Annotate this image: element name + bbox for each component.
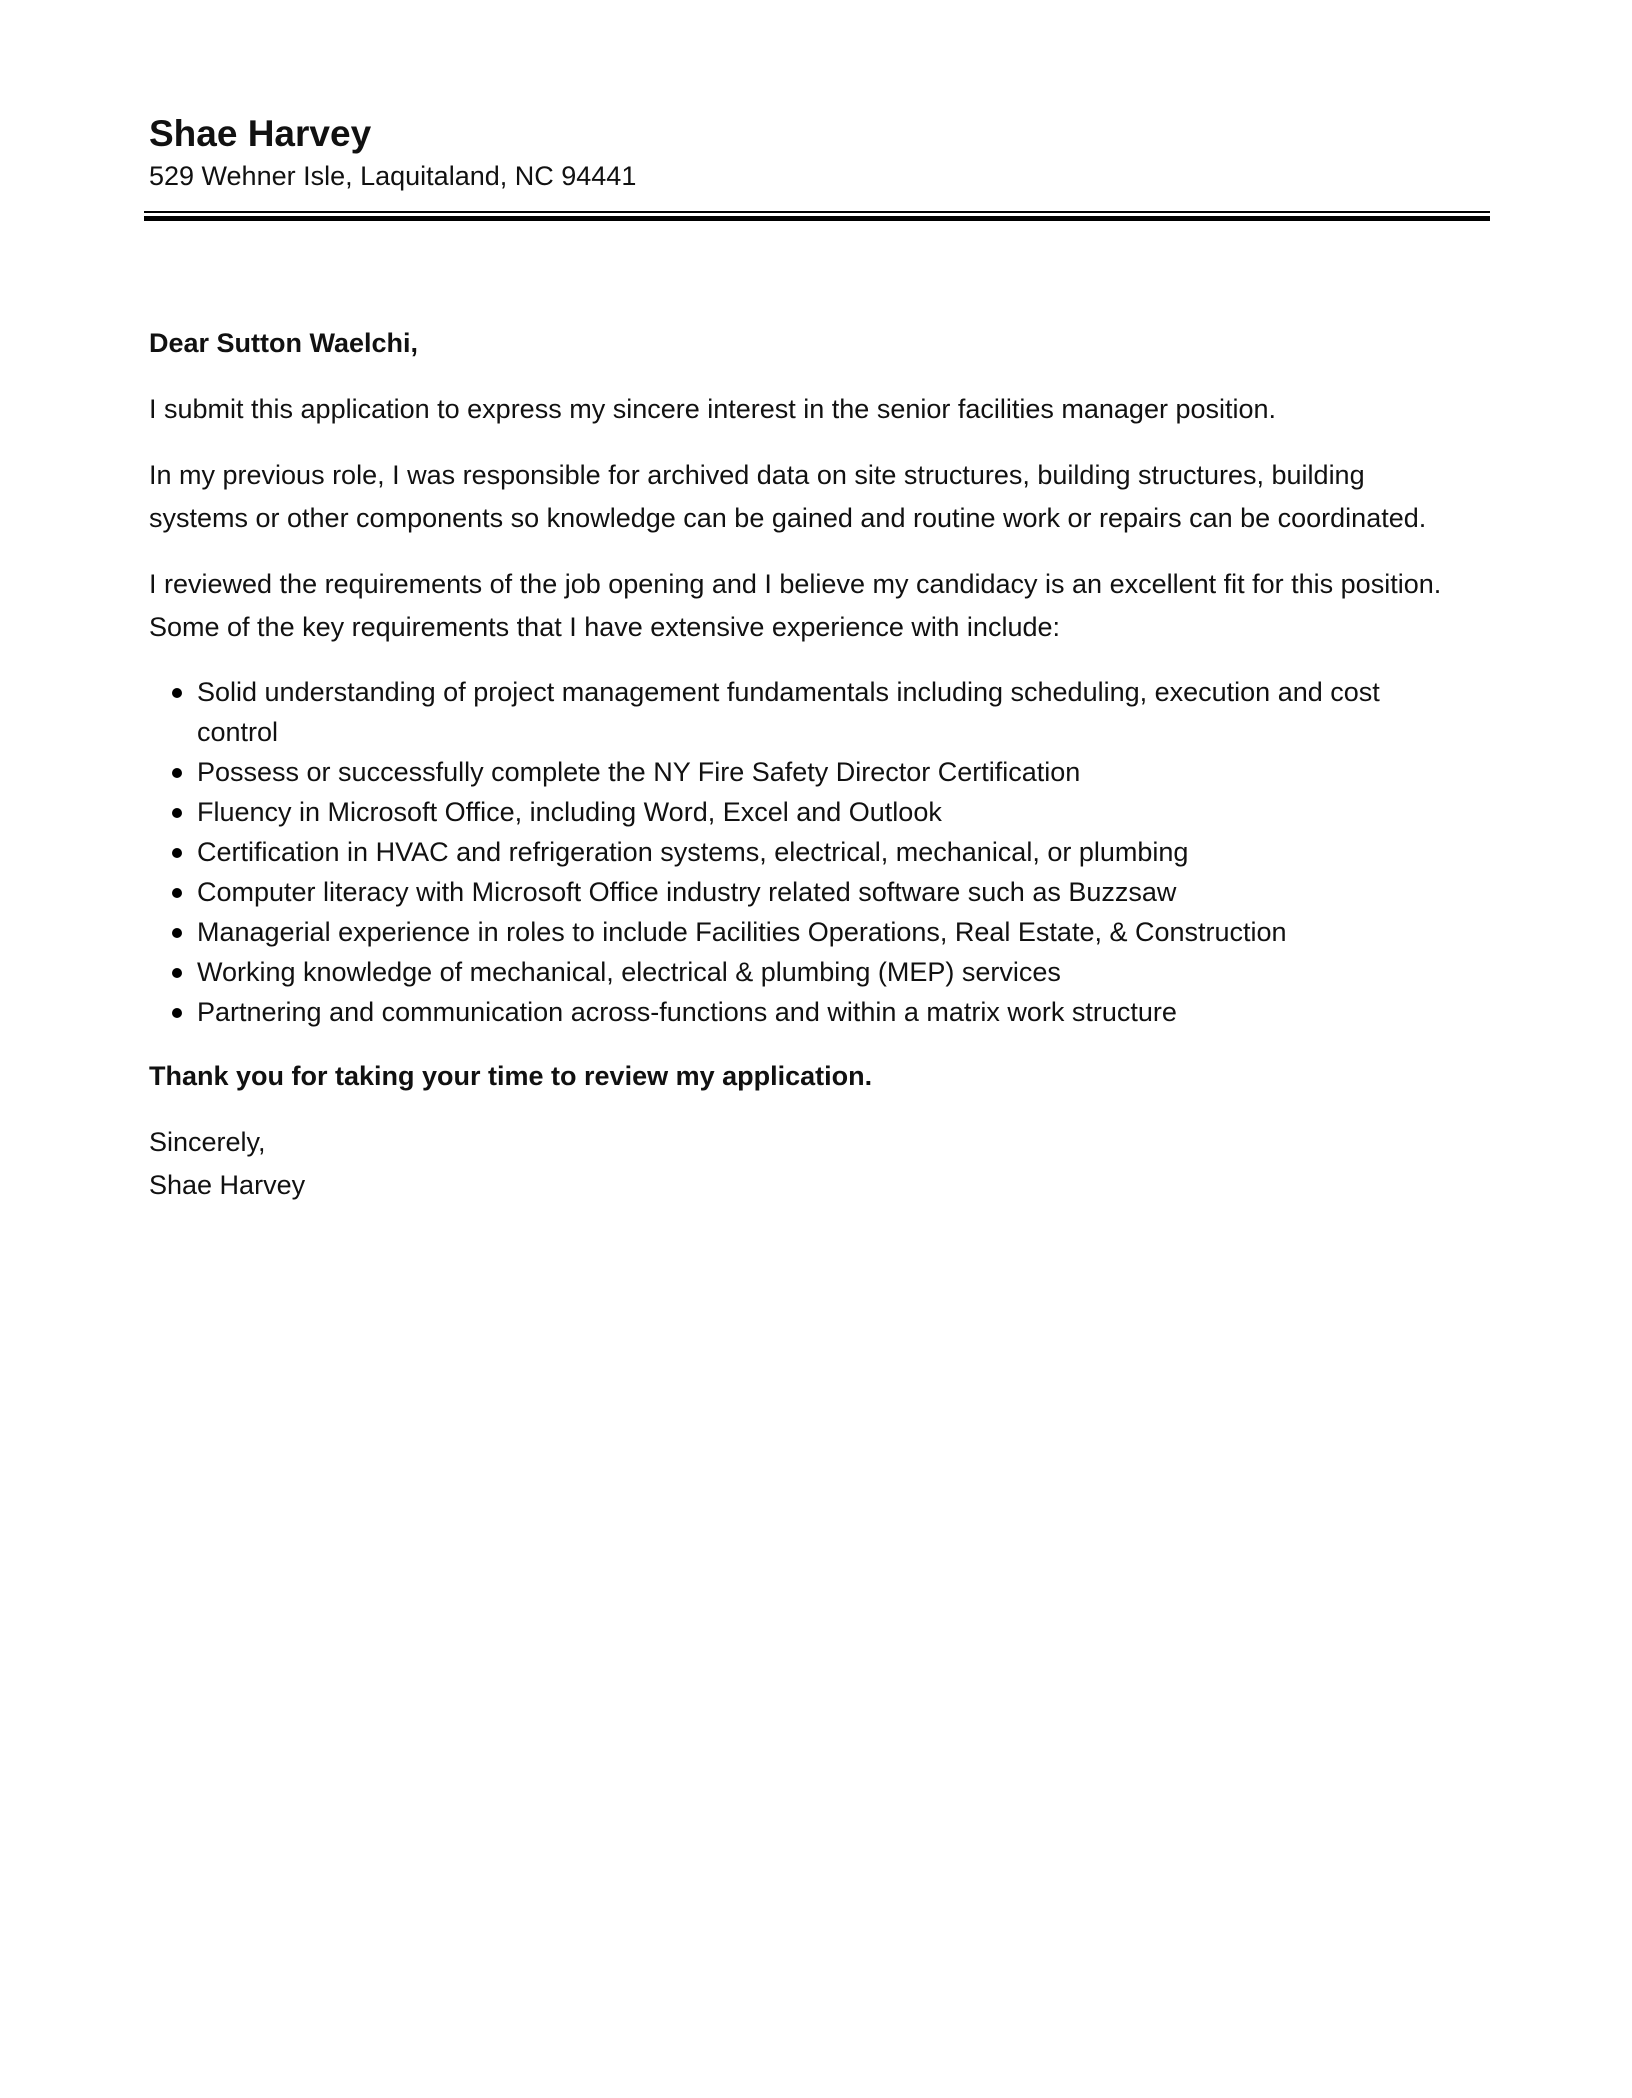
requirement-text: Managerial experience in roles to include Facilities Operations, Real Estate, & Construction: [197, 917, 1287, 947]
requirement-text: Partnering and communication across-functions and within a matrix work structure: [197, 997, 1177, 1027]
previous-role-paragraph: In my previous role, I was responsible for archived data on site structures, building structures, building systems or other components so knowledge can be gained and routine work or repairs can be coordinated.: [149, 460, 1427, 533]
list-item: [197, 992, 1449, 1032]
list-item: [197, 912, 1449, 952]
divider-thin-line: [144, 211, 1490, 213]
bullet-icon: [172, 888, 182, 898]
letter-header: [149, 110, 1489, 194]
closing-word: Sincerely,: [149, 1127, 266, 1157]
bullet-icon: [172, 928, 182, 938]
intro-paragraph: I submit this application to express my sincere interest in the senior facilities manager position.: [149, 394, 1277, 424]
bullet-icon: [172, 808, 182, 818]
header-divider: [144, 211, 1490, 221]
list-item: [197, 872, 1449, 912]
requirement-text: Certification in HVAC and refrigeration systems, electrical, mechanical, or plumbing: [197, 837, 1189, 867]
list-item: [197, 792, 1449, 832]
requirement-text: Solid understanding of project management fundamentals including scheduling, execution and cost control: [197, 677, 1380, 747]
divider-thick-line: [144, 216, 1490, 221]
list-item: [197, 952, 1449, 992]
requirement-text: Possess or successfully complete the NY Fire Safety Director Certification: [197, 757, 1081, 787]
sender-address: 529 Wehner Isle, Laquitaland, NC 94441: [149, 161, 637, 191]
list-item: [197, 832, 1449, 872]
salutation: Dear Sutton Waelchi,: [149, 328, 419, 358]
bullet-icon: [172, 848, 182, 858]
sender-name: Shae Harvey: [149, 113, 372, 154]
bullet-icon: [172, 688, 182, 698]
requirements-intro-paragraph: I reviewed the requirements of the job opening and I believe my candidacy is an excellent fit for this position. Some of the key requirements that I have extensive experience with include:: [149, 569, 1442, 642]
bullet-icon: [172, 1008, 182, 1018]
bullet-icon: [172, 968, 182, 978]
bullet-icon: [172, 768, 182, 778]
list-item: [197, 672, 1449, 752]
requirement-text: Fluency in Microsoft Office, including Word, Excel and Outlook: [197, 797, 942, 827]
requirement-text: Computer literacy with Microsoft Office industry related software such as Buzzsaw: [197, 877, 1177, 907]
signoff-block: [149, 1121, 1449, 1207]
letter-body: [149, 322, 1449, 1207]
signature-name: Shae Harvey: [149, 1170, 306, 1200]
requirements-list: [149, 672, 1449, 1032]
thank-you-line: Thank you for taking your time to review my application.: [149, 1061, 873, 1091]
requirement-text: Working knowledge of mechanical, electrical & plumbing (MEP) services: [197, 957, 1061, 987]
list-item: [197, 752, 1449, 792]
